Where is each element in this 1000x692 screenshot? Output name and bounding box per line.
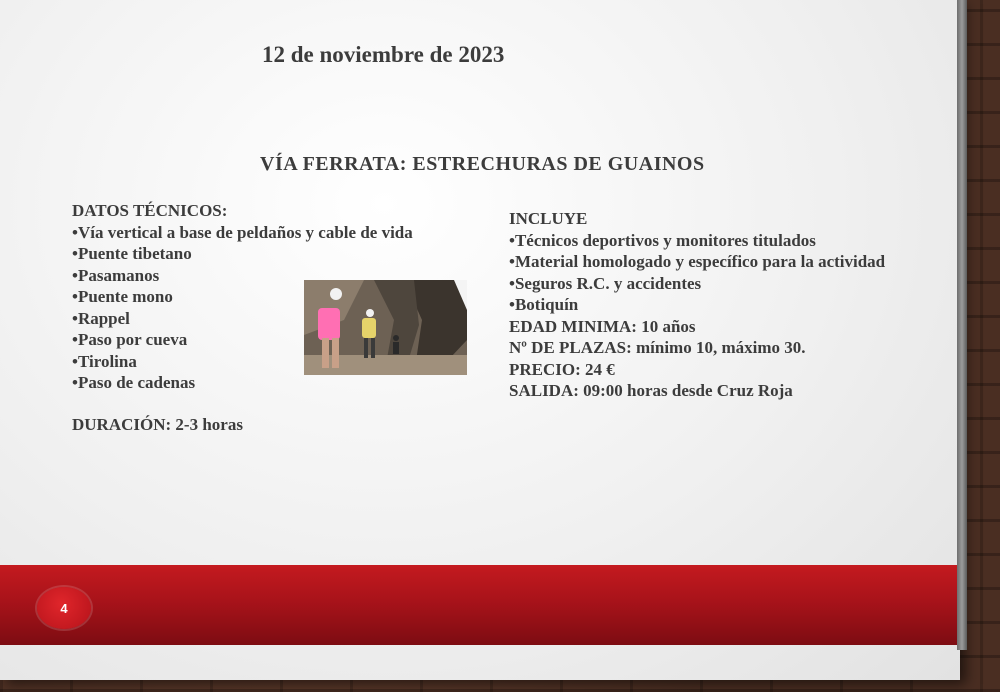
includes-item: •Técnicos deportivos y monitores titulados (509, 230, 816, 250)
price-text: PRECIO: 24 € (509, 359, 615, 379)
slide-number-badge: 4 (37, 587, 91, 629)
min-age-text: EDAD MINIMA: 10 años (509, 316, 696, 336)
technical-item: •Rappel (72, 308, 130, 328)
footer-band (0, 565, 960, 645)
technical-item: •Paso por cueva (72, 330, 188, 349)
includes-item: •Material homologado y específico para la actividad (509, 252, 886, 271)
slide-title: VÍA FERRATA: ESTRECHURAS DE GUAINOS (260, 153, 705, 175)
slide-edge-strip (957, 0, 967, 650)
technical-item: •Tirolina (72, 351, 137, 371)
technical-item: •Pasamanos (72, 265, 160, 285)
includes-item: •Seguros R.C. y accidentes (509, 273, 702, 293)
technical-item: •Paso de cadenas (72, 373, 196, 392)
includes-heading: INCLUYE (509, 209, 588, 228)
includes-item: •Botiquín (509, 295, 579, 314)
duration-text: DURACIÓN: 2-3 horas (72, 414, 243, 434)
technical-data-heading: DATOS TÉCNICOS: (72, 201, 228, 220)
departure-text: SALIDA: 09:00 horas desde Cruz Roja (509, 381, 793, 400)
technical-item: •Vía vertical a base de peldaños y cable de vida (72, 222, 413, 242)
technical-item: •Puente tibetano (72, 244, 192, 263)
climbers-photo (304, 280, 467, 375)
technical-item: •Puente mono (72, 287, 173, 306)
slide-date: 12 de noviembre de 2023 (262, 42, 505, 67)
places-text: Nº DE PLAZAS: mínimo 10, máximo 30. (509, 338, 806, 357)
includes-section (509, 208, 889, 402)
